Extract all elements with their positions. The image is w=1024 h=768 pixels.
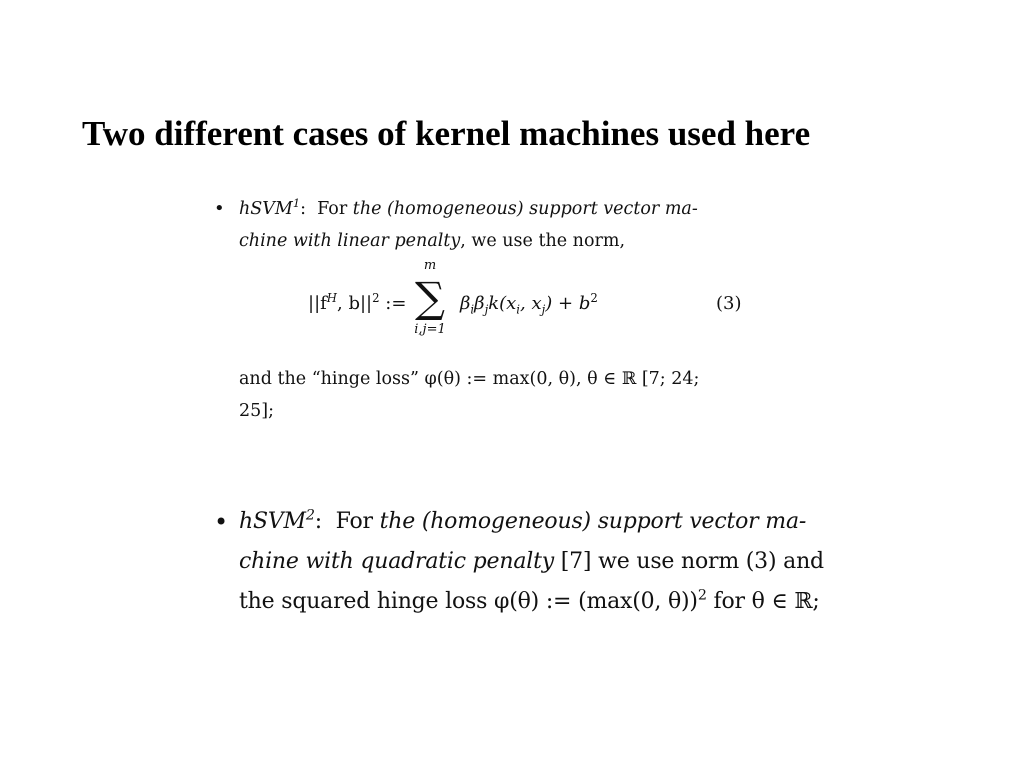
bullet-item-hsvm1	[214, 193, 754, 427]
item-line-hinge-1: and the “hinge loss” φ(θ) := max(0, θ), θ ∈ ℝ [7; 24;	[239, 369, 700, 389]
slide-title: Two different cases of kernel machines used here	[82, 114, 811, 153]
item-italic-text: chine with quadratic penalty	[239, 549, 554, 574]
equation-rhs: $\beta_i\beta_jk(x_i$, $x_j) + b^2$	[460, 291, 598, 317]
bullet-item-hsvm2	[214, 502, 824, 622]
item-line-2: chine with quadratic penalty [7] we use norm (3) and	[239, 549, 824, 574]
equation-number: (3)	[716, 293, 742, 314]
item-line-1: • hSVM$^2$: For the (homogeneous) support vector ma-	[214, 502, 824, 542]
equation-lhs: $||f^H$, $b||^2$ :=	[308, 291, 407, 314]
item-line-1: • hSVM$^1$: For the (homogeneous) support vector ma-	[214, 193, 754, 225]
item-line-3: the squared hinge loss φ(θ) := (max(0, θ))$^2$ for θ ∈ ℝ;	[239, 587, 820, 614]
bullet-icon: •	[214, 508, 228, 536]
sum-operator: m ∑ i,j=1	[400, 257, 460, 339]
item-italic-text: the (homogeneous) support vector ma-	[352, 199, 698, 219]
sigma-icon: ∑	[415, 273, 445, 322]
item-line-2: chine with linear penalty, we use the norm,	[239, 231, 626, 251]
item-label: hSVM$^1$	[239, 196, 301, 219]
item-italic-text: chine with linear penalty	[239, 231, 461, 251]
item-line-hinge-2: 25];	[239, 401, 274, 421]
item-italic-text: the (homogeneous) support vector ma-	[379, 509, 807, 534]
bullet-icon: •	[214, 198, 225, 219]
equation-norm	[214, 257, 754, 363]
item-label: hSVM$^2$	[239, 507, 315, 534]
